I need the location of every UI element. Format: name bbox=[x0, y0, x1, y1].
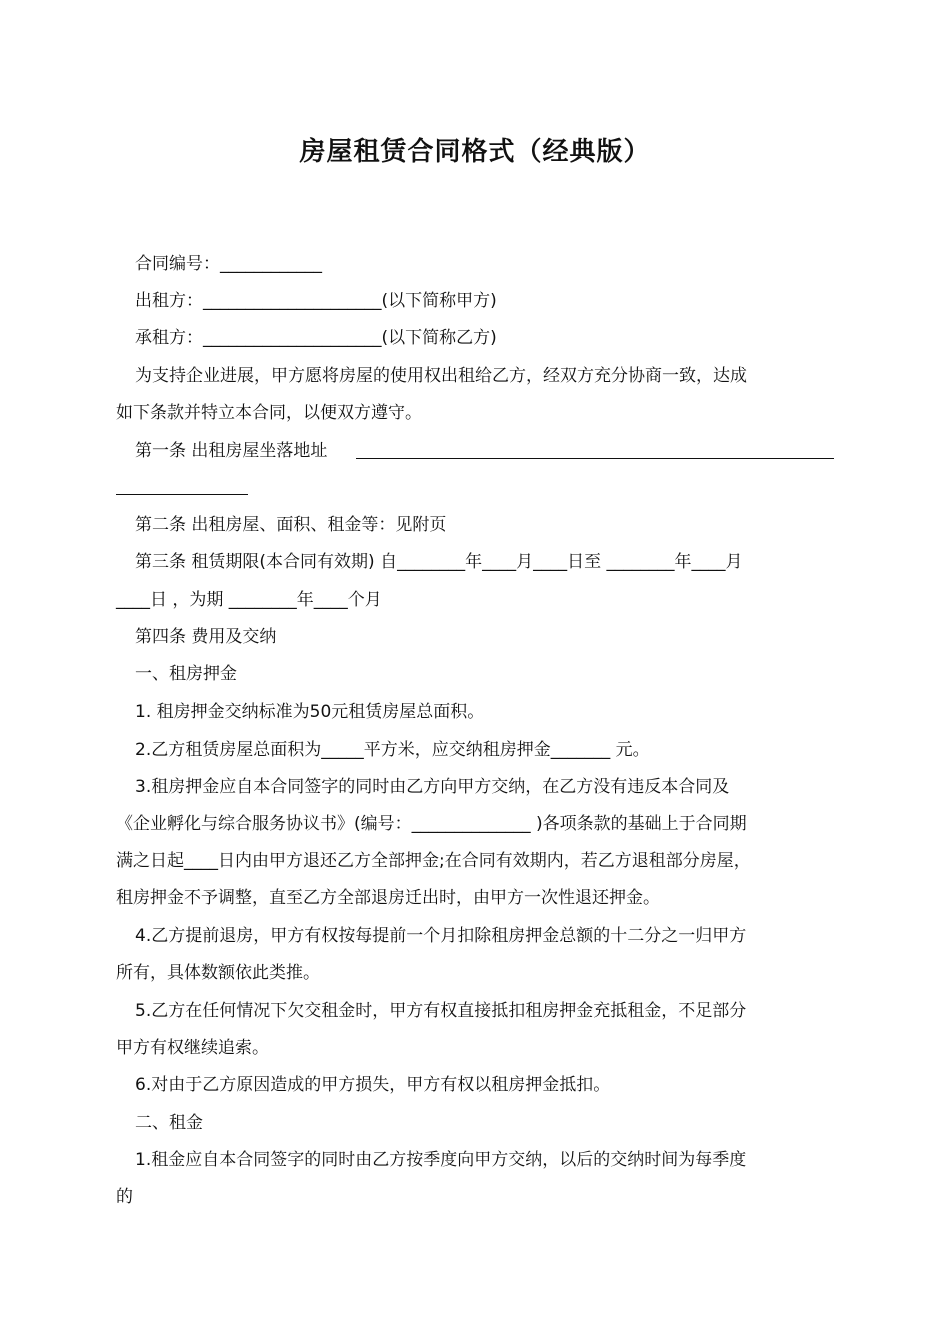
deposit-item-1: 1. 租房押金交纳标准为50元租赁房屋总面积。 bbox=[135, 702, 485, 722]
deposit-item-6: 6.对由于乙方原因造成的甲方损失，甲方有权以租房押金抵扣。 bbox=[135, 1075, 611, 1095]
lessor-line: 出租方：_____________________(以下简称甲方) bbox=[135, 291, 497, 311]
rent-item-1-line-2: 的 bbox=[116, 1187, 133, 1207]
address-blank-line-2 bbox=[116, 494, 248, 495]
contract-number-line: 合同编号：____________ bbox=[135, 254, 322, 274]
rent-item-1-line-1: 1.租金应自本合同签字的同时由乙方按季度向甲方交纳，以后的交纳时间为每季度 bbox=[135, 1150, 747, 1170]
article-3-line-1: 第三条 租赁期限(本合同有效期) 自________年____月____日至 ________年____月 bbox=[135, 552, 743, 572]
deposit-item-3-line-4: 租房押金不予调整，直至乙方全部退房迁出时，由甲方一次性退还押金。 bbox=[116, 888, 660, 908]
deposit-item-3-line-2: 《企业孵化与综合服务协议书》(编号：______________ )各项条款的基础上于合同期 bbox=[116, 814, 747, 834]
section-rent-heading: 二、租金 bbox=[135, 1113, 203, 1133]
section-deposit-heading: 一、租房押金 bbox=[135, 664, 237, 684]
deposit-item-5-line-2: 甲方有权继续追索。 bbox=[116, 1038, 269, 1058]
lessee-line: 承租方：_____________________(以下简称乙方) bbox=[135, 328, 497, 348]
article-2: 第二条 出租房屋、面积、租金等：见附页 bbox=[135, 515, 447, 535]
deposit-item-4-line-1: 4.乙方提前退房，甲方有权按每提前一个月扣除租房押金总额的十二分之一归甲方 bbox=[135, 926, 747, 946]
deposit-item-4-line-2: 所有，具体数额依此类推。 bbox=[116, 963, 320, 983]
deposit-item-2: 2.乙方租赁房屋总面积为_____平方米，应交纳租房押金_______ 元。 bbox=[135, 740, 650, 760]
address-blank-line-1 bbox=[356, 458, 834, 459]
article-3-line-2: ____日 ，为期 ________年____个月 bbox=[116, 590, 382, 610]
deposit-item-3-line-1: 3.租房押金应自本合同签字的同时由乙方向甲方交纳，在乙方没有违反本合同及 bbox=[135, 777, 730, 797]
article-1-address: 第一条 出租房屋坐落地址 bbox=[135, 441, 328, 461]
preamble-line-1: 为支持企业进展，甲方愿将房屋的使用权出租给乙方，经双方充分协商一致，达成 bbox=[135, 366, 747, 386]
deposit-item-3-line-3: 满之日起____日内由甲方退还乙方全部押金;在合同有效期内，若乙方退租部分房屋， bbox=[116, 851, 751, 871]
article-4: 第四条 费用及交纳 bbox=[135, 627, 277, 647]
deposit-item-5-line-1: 5.乙方在任何情况下欠交租金时，甲方有权直接抵扣租房押金充抵租金，不足部分 bbox=[135, 1001, 747, 1021]
preamble-line-2: 如下条款并特立本合同，以便双方遵守。 bbox=[116, 403, 422, 423]
document-title: 房屋租赁合同格式（经典版） bbox=[299, 137, 651, 167]
